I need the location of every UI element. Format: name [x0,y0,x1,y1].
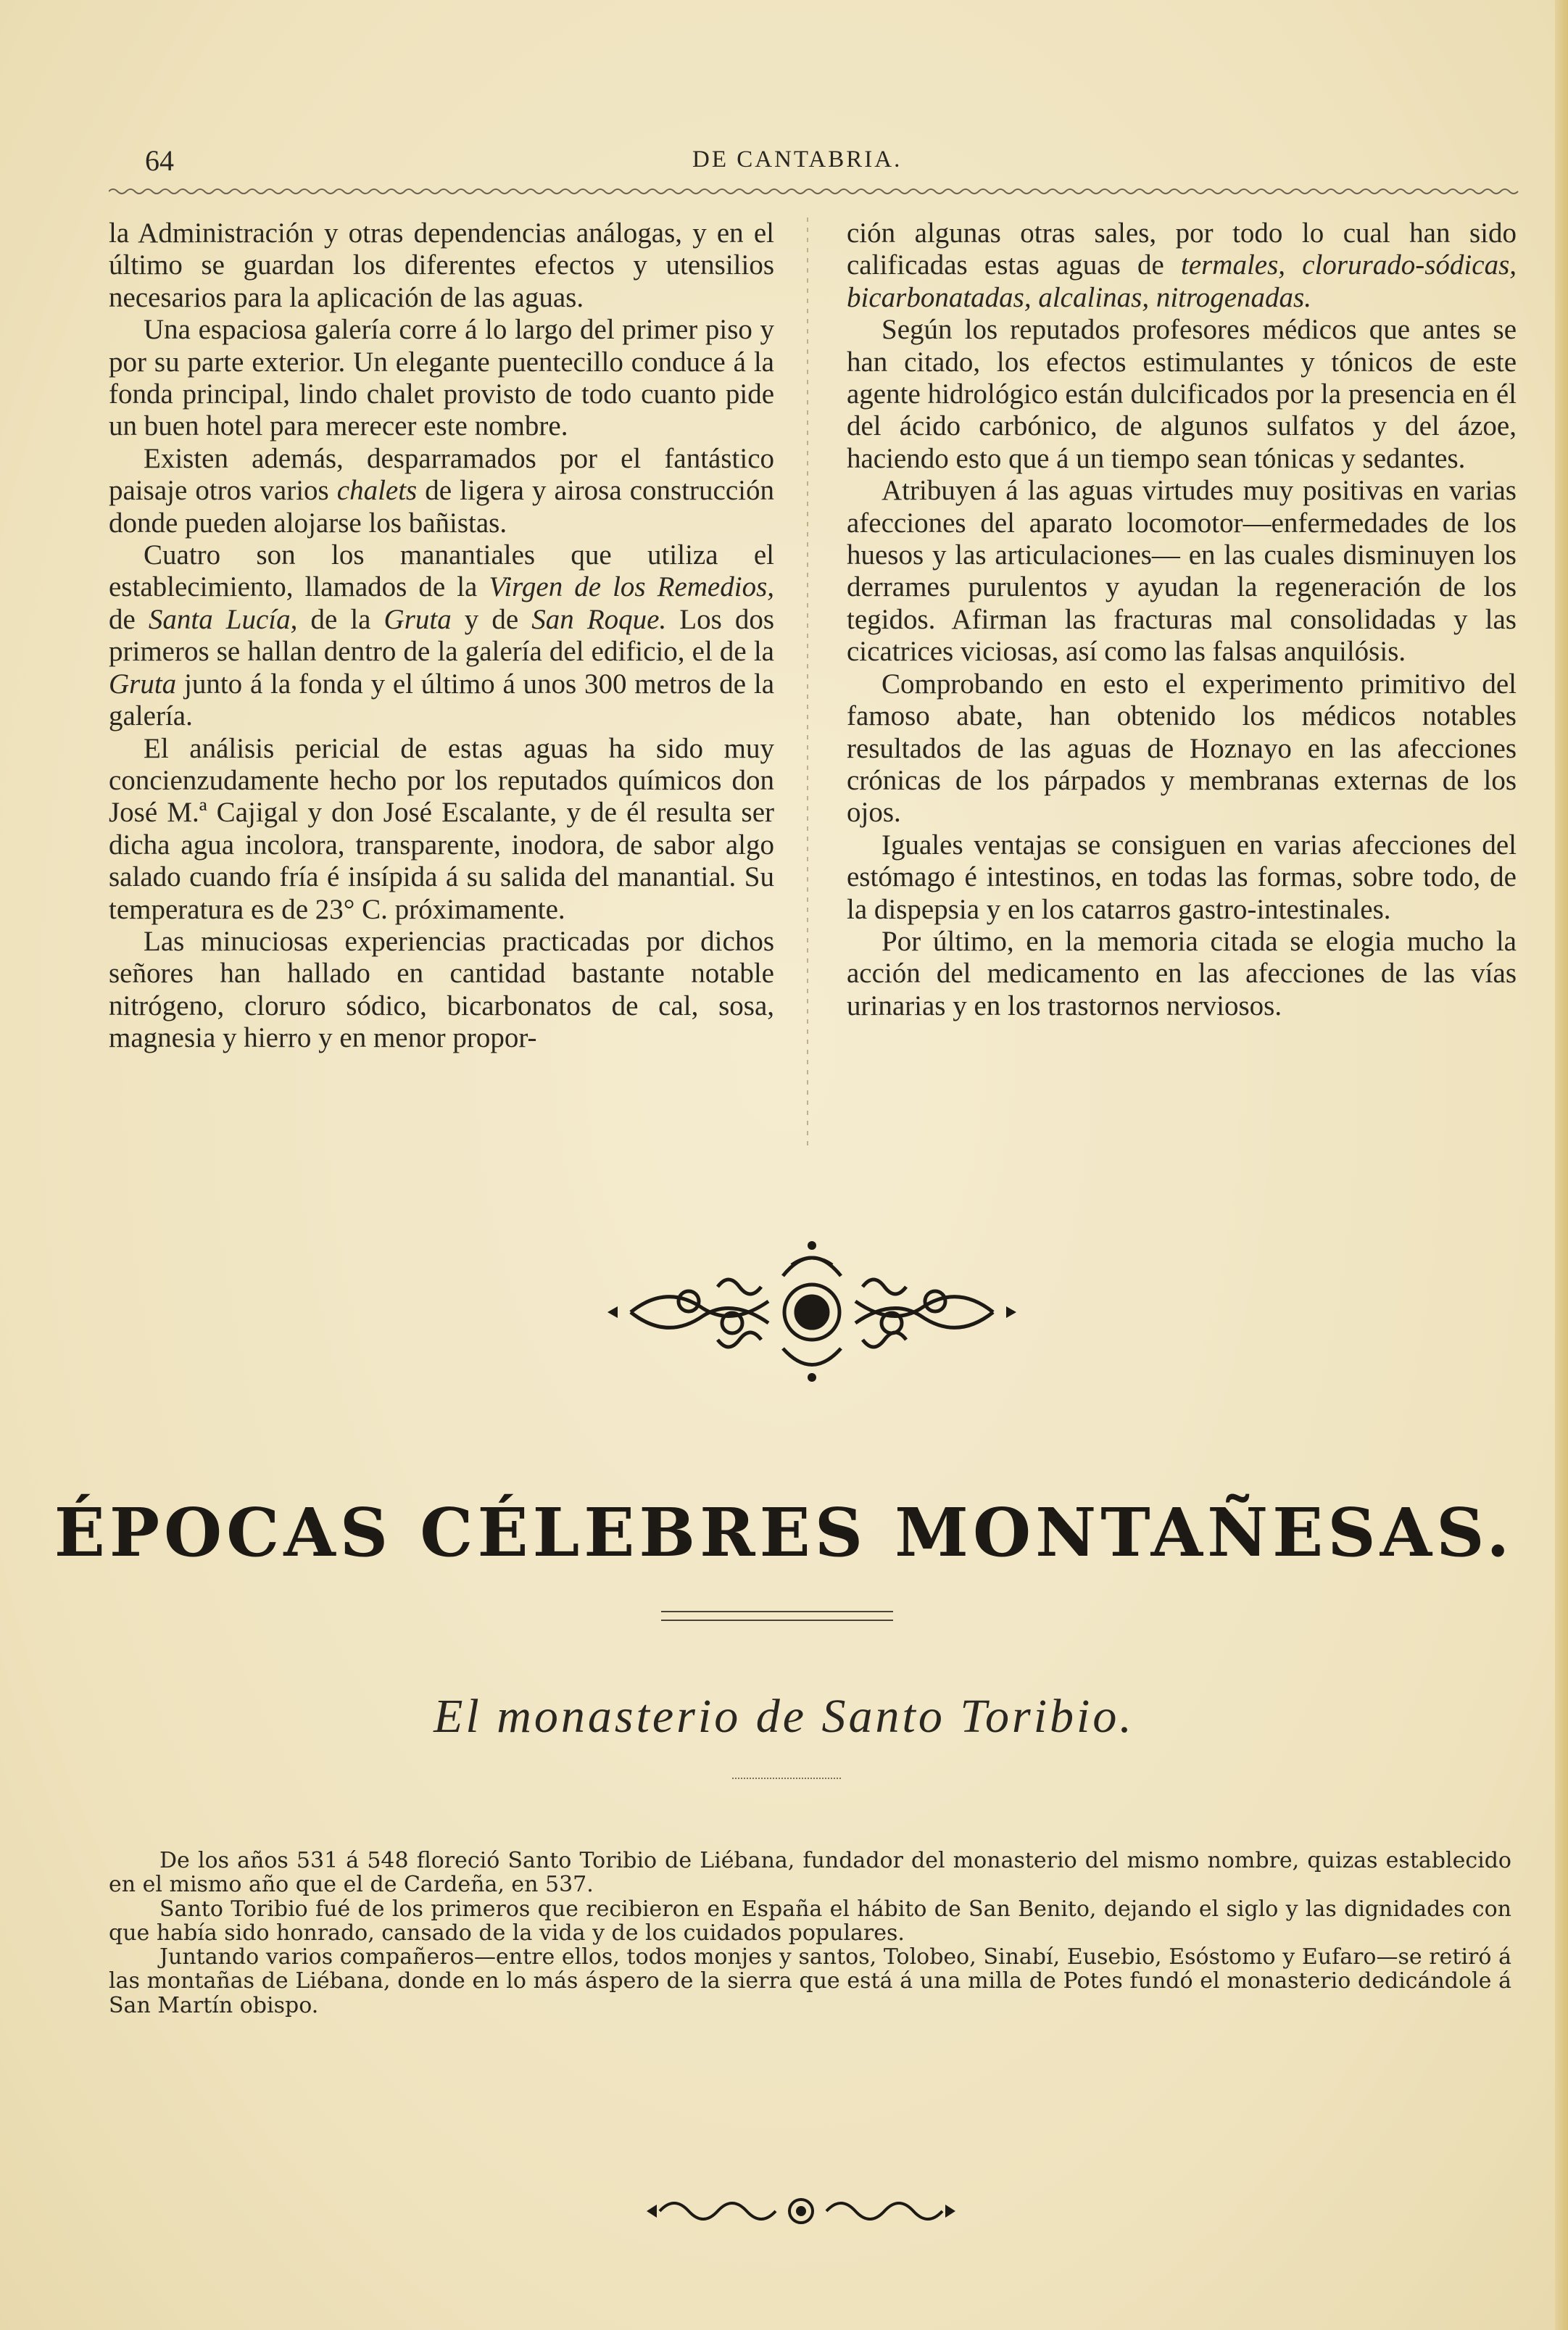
section-title: ÉPOCAS CÉLEBRES MONTAÑESAS. [54,1493,1514,1572]
paragraph: Las minuciosas experiencias practicadas por dichos señores han hallado en cantidad bastante notable nitrógeno, cloruro sódico, bicarbonatos de cal, sosa, magnesia y hierro y en menor propor- [109,925,774,1054]
double-rule [661,1611,893,1621]
page-number: 64 [145,144,174,177]
paragraph: Atribuyen á las aguas virtudes muy positivas en varias afecciones del aparato locomotor—enfermedades de los huesos y las articulaciones— en las cuales disminuyen los derrames purulentos y ayudan la regeneración de los tegidos. Afirman las fracturas mal consolidadas y las cicatrices viciosas, así como las falsas anquilósis. [847,475,1517,668]
paragraph: Existen además, desparramados por el fantástico paisaje otros varios chalets de ligera y airosa construcción donde pueden alojarse los bañistas. [109,442,774,539]
paragraph: Comprobando en esto el experimento primitivo del famoso abate, han obtenido los médicos notables resultados de las aguas de Hoznayo en las afecciones crónicas de los párpados y membranas externas de los ojos. [847,668,1517,829]
paragraph: Según los reputados profesores médicos que antes se han citado, los efectos estimulantes y tónicos de este agente hidrológico están dulcificados por la presencia en él del ácido carbónico, de algunos sulfatos y del ázoe, haciendo esto que á un tiempo sean tónicas y sedantes. [847,314,1517,474]
left-column [109,217,774,1055]
paragraph: la Administración y otras dependencias análogas, y en el último se guardan los diferentes efectos y utensilios necesarios para la aplicación de las aguas. [109,217,774,313]
page-edge [1555,0,1568,2330]
page-header [145,144,1522,187]
header-wavy-rule [109,186,1522,197]
paragraph: Cuatro son los manantiales que utiliza el establecimiento, llamados de la Virgen de los Remedios, de Santa Lucía, de la Gruta y de San Roque. Los dos primeros se hallan dentro de la galería del edificio, el de la Gruta junto á la fonda y el último á unos 300 metros de la galería. [109,539,775,732]
paragraph: Juntando varios compañeros—entre ellos, todos monjes y santos, Tolobeo, Sinabí, Eusebio, Esóstomo y Eufaro—se retiró á las montañas de Liébana, donde en lo más áspero de la sierra que está á una milla de Potes fundó el monasterio dedicándole á San Martín obispo. [109,1944,1511,2018]
paragraph: El análisis pericial de estas aguas ha sido muy concienzudamente hecho por los reputados químicos don José M.ª Cajigal y don José Escalante, y de él resulta ser dicha agua incolora, transparente, inodora, de sabor algo salado cuando fría é insípida á su salida del manantial. Su temperatura es de 23° C. próximamente. [109,732,774,925]
running-title: DE CANTABRIA. [692,146,903,173]
short-divider [732,1778,841,1779]
column-divider [807,217,808,1145]
paragraph: Una espaciosa galería corre á lo largo del primer piso y por su parte exterior. Un elegante puentecillo conduce á la fonda principal, lindo chalet provisto de todo cuanto pide un buen hotel para merecer este nombre. [109,314,774,442]
ornament-icon [602,1232,1022,1385]
section-subtitle: El monasterio de Santo Toribio. [434,1690,1134,1743]
tailpiece-ornament-icon [645,2189,957,2233]
paragraph: De los años 531 á 548 floreció Santo Toribio de Liébana, fundador del monasterio del mismo nombre, quizas establecido en el mismo año que el de Cardeña, en 537. [109,1848,1511,1898]
paragraph: Santo Toribio fué de los primeros que recibieron en España el hábito de San Benito, dejando el siglo y las dignidades con que había sido honrado, cansado de la vida y de los cuidados populares. [109,1896,1511,1946]
paragraph: Por último, en la memoria citada se elogia mucho la acción del medicamento en las afecciones de las vías urinarias y en los trastornos nerviosos. [847,925,1517,1021]
paragraph: ción algunas otras sales, por todo lo cual han sido calificadas estas aguas de termales, clorurado-sódicas, bicarbonatadas, alcalinas, nitrogenadas. [847,217,1517,313]
small-print-block [109,1849,1511,2018]
paragraph: Iguales ventajas se consiguen en varias afecciones del estómago é intestinos, en todas las formas, sobre todo, de la dispepsia y en los catarros gastro-intestinales. [847,829,1517,925]
right-column [847,217,1517,1022]
